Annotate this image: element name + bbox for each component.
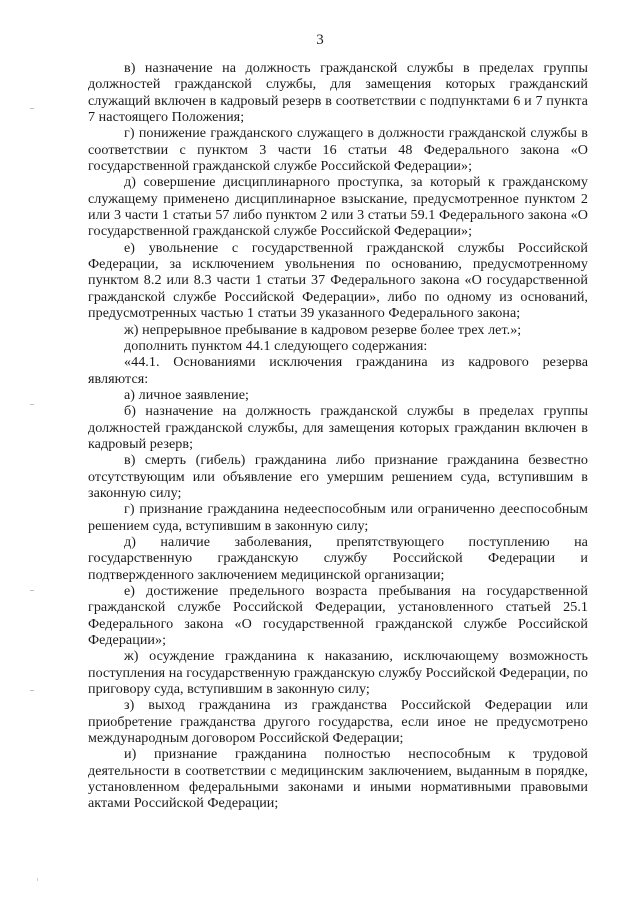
document-body [88,60,588,812]
paragraph-g-demotion: г) понижение гражданского служащего в должности гражданской службы в соответствии с пунктом 3 части 16 статьи 48 Федерального закона «О государственной гражданской службе Российской Федерации»; [88,125,588,175]
paragraph-z-citizenship: з) выход гражданина из гражданства Российской Федерации или приобретение гражданства другого государства, если иное не предусмотрено международным договором Российской Федерации; [88,697,588,747]
paragraph-e-age-limit: е) достижение предельного возраста пребывания на государственной гражданской службе Российской Федерации, установленного статьей 25.1 Федерального закона «О государственной гражданской службе Российской Федерации»; [88,583,588,649]
scan-margin-mark [30,404,34,405]
paragraph-zh-conviction: ж) осуждение гражданина к наказанию, исключающему возможность поступления на государственную гражданскую службу Российской Федерации, по приговору суда, вступившим в законную силу; [88,648,588,698]
paragraph-v-death: в) смерть (гибель) гражданина либо признание гражданина безвестно отсутствующим или объявление его умершим решением суда, вступившим в законную силу; [88,452,588,501]
paragraph-g-incapacity: г) признание гражданина недееспособным или ограниченно дееспособным решением суда, вступившим в законную силу; [88,501,588,534]
paragraph-zh-three-years: ж) непрерывное пребывание в кадровом резерве более трех лет.»; [124,321,522,338]
paragraph-i-disability: и) признание гражданина полностью неспособным к трудовой деятельности в соответствии с медицинским заключением, выданным в порядке, установленном федеральными законами и иными нормативными правовыми актами Российской Федерации; [88,746,588,812]
scan-margin-mark [30,690,34,691]
scan-margin-mark [30,108,34,109]
scan-edge-mark [37,878,38,881]
paragraph-d-disciplinary: д) совершение дисциплинарного проступка, за который к гражданскому служащему применено дисциплинарное взыскание, предусмотренное пунктом 2 или 3 части 1 статьи 57 либо пунктом 2 или 3 статьи 59.1 Федерального закона «О государственной гражданской службе Российской Федерации»; [88,174,588,240]
paragraph-a-personal-request: а) личное заявление; [124,386,249,403]
paragraph-e-dismissal: е) увольнение с государственной гражданской службы Российской Федерации, за исключением увольнения по основанию, предусмотренному пунктом 8.2 или 8.3 части 1 статьи 37 Федерального закона «О государственной гражданской службе Российской Федерации», либо по одному из оснований, предусмотренных частью 1 статьи 39 указанного Федерального закона; [88,239,588,322]
paragraph-v-appointment: в) назначение на должность гражданской службы в пределах группы должностей гражданской службы, для замещения которых гражданский служащий включен в кадровый резерв в соответствии с подпунктами 6 и 7 пункта 7 настоящего Положения; [88,60,588,126]
paragraph-d-illness: д) наличие заболевания, препятствующего поступлению на государственную гражданскую службу Российской Федерации и подтвержденного заключением медицинской организации; [88,533,588,583]
paragraph-44-1-heading: «44.1. Основаниями исключения гражданина из кадрового резерва являются: [88,354,588,387]
page-number: 3 [316,32,324,48]
paragraph-amendment-44-1: дополнить пунктом 44.1 следующего содержания: [124,337,428,354]
scan-margin-mark [30,590,34,591]
paragraph-b-appointment: б) назначение на должность гражданской службы в пределах группы должностей гражданской службы, для замещения которых гражданин включен в кадровый резерв; [88,403,588,452]
